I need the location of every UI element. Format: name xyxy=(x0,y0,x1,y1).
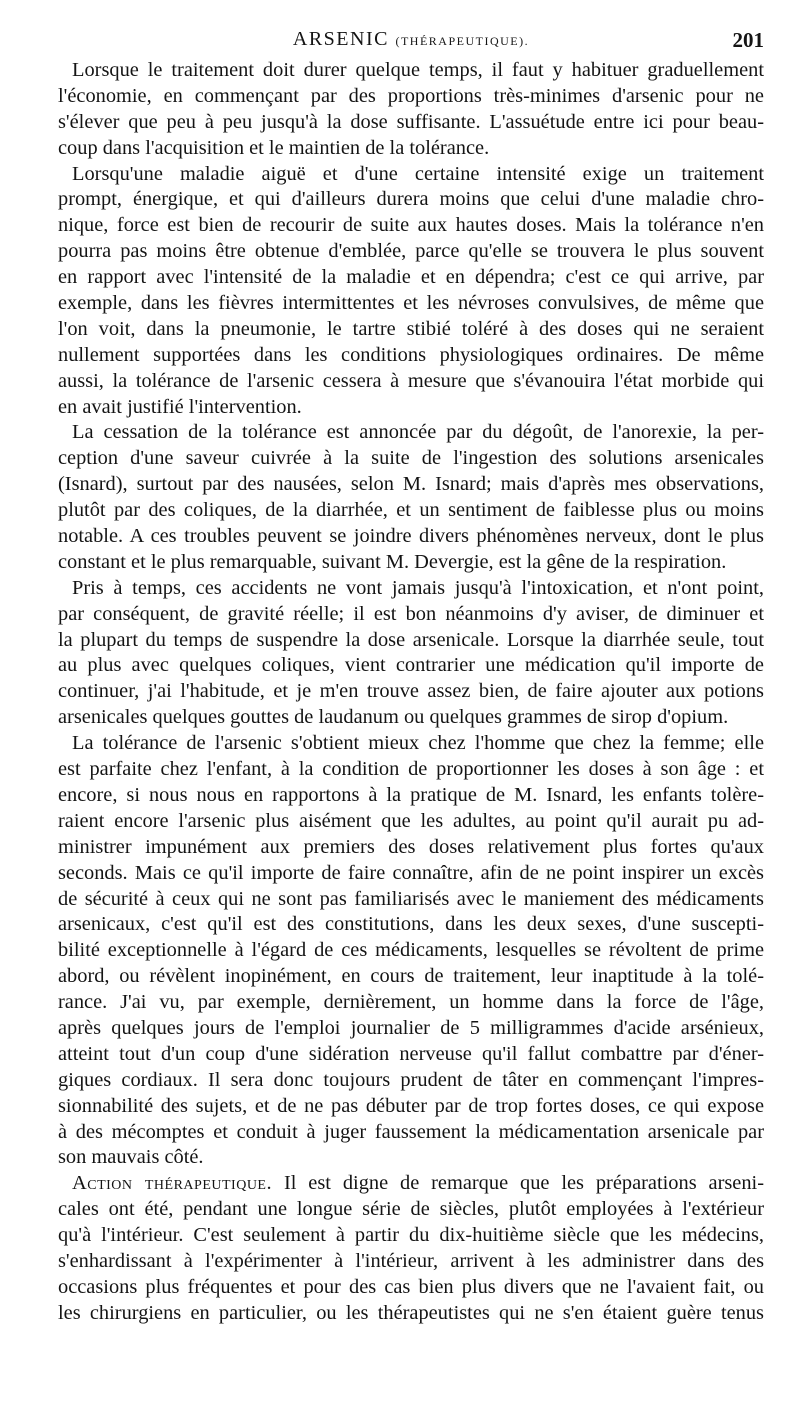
paragraph xyxy=(58,576,764,731)
running-title-main: ARSENIC xyxy=(292,28,389,50)
text-line: l'économie, en commençant par des proportions très-minimes d'arsenic pour ne xyxy=(58,84,764,107)
text-line: par conséquent, de gravité réelle; il est bon néanmoins d'y aviser, de diminuer et xyxy=(58,602,764,625)
text-line: est parfaite chez l'enfant, à la condition de proportionner les doses à son âge : et xyxy=(58,758,764,781)
text-line: seconds. Mais ce qu'il importe de faire connaître, afin de ne point inspirer un excès xyxy=(58,861,764,884)
text-line: constant et le plus remarquable, suivant M. Devergie, est la gêne de la respiration. xyxy=(58,550,727,573)
body-text xyxy=(58,58,764,1327)
text-line: prompt, énergique, et qui d'ailleurs durera moins que celui d'une maladie chro- xyxy=(58,188,764,211)
text-line: les chirurgiens en particulier, ou les thérapeutistes qui ne s'en étaient guère tenus xyxy=(58,1301,764,1324)
section-paragraph xyxy=(58,1171,764,1326)
paragraph xyxy=(58,731,764,1171)
text-line: La tolérance de l'arsenic s'obtient mieux chez l'homme que chez la femme; elle xyxy=(72,732,764,755)
text-line: atteint tout d'un coup d'une sidération nerveuse qu'il fallut combattre par d'éner- xyxy=(58,1042,764,1065)
page-number: 201 xyxy=(732,28,764,52)
text-line: s'enhardissant à l'expérimenter à l'intérieur, arrivent à les administrer dans des xyxy=(58,1249,764,1272)
text-line: cales ont été, pendant une longue série de siècles, plutôt employées à l'extérieur xyxy=(58,1198,764,1221)
text-line: nique, force est bien de recourir de suite aux hautes doses. Mais la tolérance n'en xyxy=(58,214,764,237)
text-line: plutôt par des coliques, de la diarrhée, et un sentiment de faiblesse plus ou moins xyxy=(58,499,764,522)
text-line: encore, si nous nous en rapportons à la pratique de M. Isnard, les enfants tolère- xyxy=(58,783,764,806)
text-line: en avait justifié l'intervention. xyxy=(58,395,302,418)
text-line: exemple, dans les fièvres intermittentes et les névroses convulsives, de même que xyxy=(58,292,764,315)
text-line: qu'à l'intérieur. C'est seulement à partir du dix-huitième siècle que les médecins, xyxy=(58,1224,764,1247)
text-line: Lorsque le traitement doit durer quelque temps, il faut y habituer graduellement xyxy=(72,59,764,81)
text-line: (Isnard), surtout par des nausées, selon M. Isnard; mais d'après mes observations, xyxy=(58,473,764,496)
text-line: occasions plus fréquentes et pour des cas bien plus divers que ne l'avaient fait, ou xyxy=(58,1275,764,1298)
paragraph xyxy=(58,420,764,575)
text-line: Pris à temps, ces accidents ne vont jamais jusqu'à l'intoxication, et n'ont point, xyxy=(72,576,764,599)
text-line: rance. J'ai vu, par exemple, dernièrement, un homme dans la force de l'âge, xyxy=(58,991,764,1014)
running-title-subtitle: (THÉRAPEUTIQUE). xyxy=(395,34,530,48)
book-page xyxy=(58,28,764,1327)
text-line: giques cordiaux. Il sera donc toujours prudent de tâter en commençant l'impres- xyxy=(58,1068,764,1091)
text-line: notable. A ces troubles peuvent se joindre divers phénomènes nerveux, dont le plus xyxy=(58,525,764,548)
text-line: La cessation de la tolérance est annoncée par du dégoût, de l'anorexie, la per- xyxy=(72,421,764,444)
text-line: à des mécomptes et conduit à juger faussement la médicamentation arsenicale par xyxy=(58,1120,764,1143)
text-line: aussi, la tolérance de l'arsenic cessera à mesure que s'évanouira l'état morbide qui xyxy=(58,369,764,392)
section-first-line xyxy=(58,1171,764,1197)
text-line: ministrer impunément aux premiers des doses relativement plus fortes qu'aux xyxy=(58,835,764,858)
text-line: après quelques jours de l'emploi journalier de 5 milligrammes d'acide arsénieux, xyxy=(58,1016,764,1039)
text-line: au plus avec quelques coliques, vient contrarier une médication qu'il importe de xyxy=(58,654,764,677)
text-line: l'on voit, dans la pneumonie, le tartre stibié toléré à des doses qui ne seraient xyxy=(58,317,764,340)
text-line: s'élever que peu à peu jusqu'à la dose suffisante. L'assuétude entre ici pour beau- xyxy=(58,110,764,133)
text-line: coup dans l'acquisition et le maintien de la tolérance. xyxy=(58,136,490,159)
text-line: ception d'une saveur cuivrée à la suite de l'ingestion des solutions arsenicales xyxy=(58,447,764,470)
text-line: bilité exceptionnelle à l'égard de ces médicaments, lesquelles se révoltent de prime xyxy=(58,939,764,962)
text-line: sionnabilité des sujets, et de ne pas débuter par de trop fortes doses, ce qui expose xyxy=(58,1094,764,1117)
text-line: Lorsqu'une maladie aiguë et d'une certaine intensité exige un traitement xyxy=(72,162,764,185)
text-line: nullement supportées dans les conditions physiologiques ordinaires. De même xyxy=(58,343,764,366)
running-title xyxy=(58,28,764,51)
text-line: abord, ou révèlent inopinément, en cours de traitement, leur inaptitude à la tolé- xyxy=(58,965,764,988)
running-head xyxy=(58,28,764,58)
text-line: de sécurité à ceux qui ne sont pas familiarisés avec le maniement des médicaments xyxy=(58,887,764,910)
section-heading: Action thérapeutique. xyxy=(72,1172,273,1195)
paragraph xyxy=(58,58,764,162)
text-line: arsenicales quelques gouttes de laudanum ou quelques grammes de sirop d'opium. xyxy=(58,706,729,729)
text-line: la plupart du temps de suspendre la dose arsenicale. Lorsque la diarrhée seule, tout xyxy=(58,628,764,651)
text-line: raient encore l'arsenic plus aisément que les adultes, au point qu'il aurait pu ad- xyxy=(58,809,764,832)
text-line: son mauvais côté. xyxy=(58,1146,204,1169)
text-line: pourra pas moins être obtenue d'emblée, parce qu'elle se trouvera le plus souvent xyxy=(58,240,764,263)
text-line: arsenicaux, c'est qu'il est des constitutions, dans les deux sexes, d'une suscepti- xyxy=(58,913,764,936)
text-line: continuer, j'ai l'habitude, et je m'en trouve assez bien, de faire ajouter aux potions xyxy=(58,680,764,703)
section-first-line-text: Il est digne de remarque que les préparations arseni- xyxy=(283,1172,764,1195)
paragraph xyxy=(58,162,764,421)
text-line: en rapport avec l'intensité de la maladie et en dépendra; c'est ce qui arrive, par xyxy=(58,266,764,289)
